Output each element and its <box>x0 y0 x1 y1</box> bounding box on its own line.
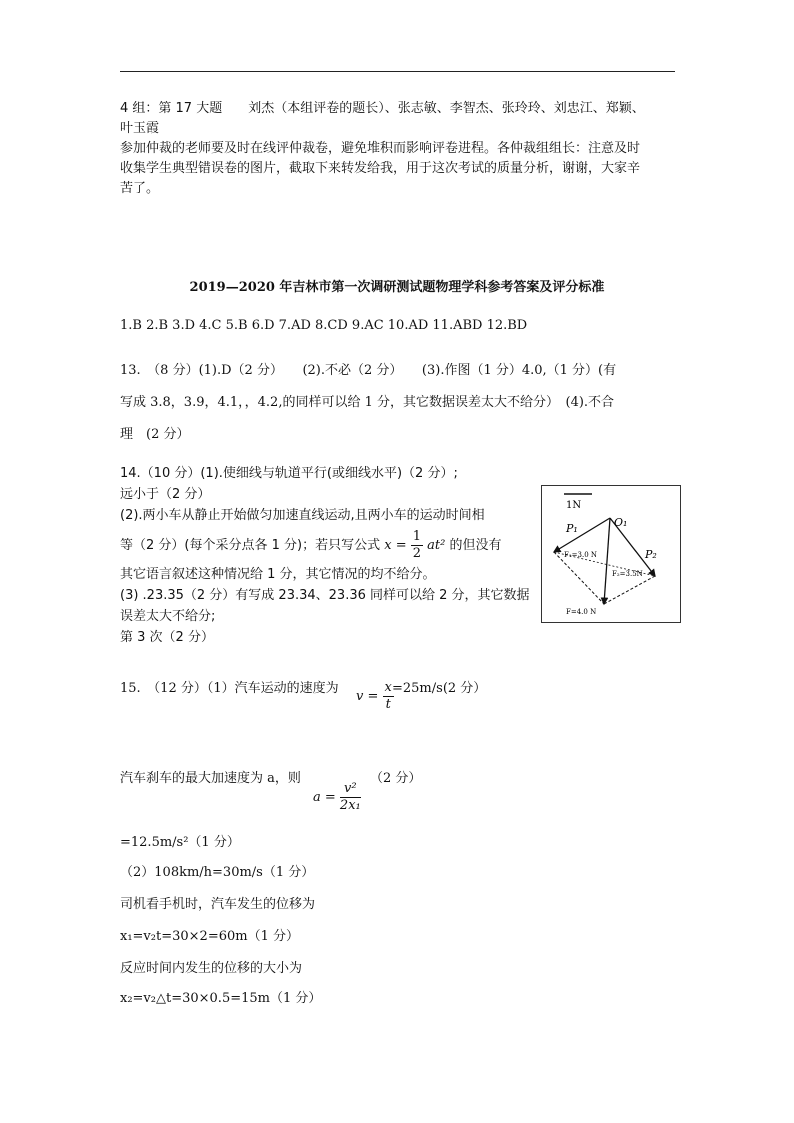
q13-line1: 13. （8 分）(1).D（2 分） (2).不必（2 分） (3).作图（1 分）4.0,（1 分）(有 <box>120 363 617 378</box>
force-F-arrow <box>604 518 610 604</box>
q15-velocity-formula <box>356 680 394 713</box>
label-P1: P₁ <box>566 522 578 535</box>
q15-line8: x₂=v₂△t=30×0.5=15m（1 分） <box>120 991 322 1006</box>
q14-line5: 其它语言叙述这种情况给 1 分，其它情况的均不给分。 <box>120 567 436 582</box>
q14-line4-start: 等（2 分）(每个采分点各 1 分)；若只写公式 <box>120 538 381 553</box>
force-diagram <box>541 485 681 623</box>
label-F: F=4.0 N <box>566 608 597 616</box>
velocity-lhs: v = <box>356 689 379 704</box>
q14-line2: 远小于（2 分） <box>120 487 211 502</box>
q13-line3: 理 (2 分） <box>120 427 190 442</box>
q14-line3: (2).两小车从静止开始做匀加速直线运动,且两小车的运动时间相 <box>120 508 485 523</box>
force-diagram-svg <box>542 486 680 622</box>
acceleration-lhs: a = <box>313 790 336 805</box>
q15-acceleration-formula <box>313 781 361 814</box>
q15-line1-end: =25m/s(2 分） <box>392 681 487 696</box>
q14-formula-fraction <box>411 529 423 562</box>
q14-line6: (3) .23.35（2 分）有写成 23.34、23.36 同样可以给 2 分，其它数据 <box>120 588 530 603</box>
q14-formula-lhs: x = <box>384 538 407 553</box>
q15-line5: 司机看手机时，汽车发生的位移为 <box>120 897 316 912</box>
q15-line3: =12.5m/s²（1 分） <box>120 835 240 850</box>
q15-line6: x₁=v₂t=30×2=60m（1 分） <box>120 929 299 944</box>
dashed-side-1 <box>554 552 604 604</box>
header-rule <box>120 71 675 72</box>
scale-label: 1N <box>566 500 582 511</box>
note-line2: 收集学生典型错误卷的图片，截取下来转发给我，用于这次考试的质量分析，谢谢，大家辛 <box>120 161 641 176</box>
q14-formula-rest: at² <box>427 538 446 553</box>
note-line1: 参加仲裁的老师要及时在线评仲裁卷，避免堆积而影响评卷进程。各仲裁组组长：注意及时 <box>120 141 641 156</box>
q15-line2-end: （2 分） <box>370 771 422 786</box>
page-title: 2019—2020 年吉林市第一次调研测试题物理学科参考答案及评分标准 <box>189 280 605 295</box>
label-F2: F₂=3.5N <box>612 570 643 578</box>
note-line3: 苦了。 <box>120 181 160 196</box>
q14-line4 <box>120 529 502 563</box>
label-F1: F₁=3.0 N <box>564 551 598 559</box>
q15-line1: 15. （12 分）（1）汽车运动的速度为 <box>120 681 339 696</box>
force-F1-arrow <box>554 518 610 552</box>
multiple-choice-answers: 1.B 2.B 3.D 4.C 5.B 6.D 7.AD 8.CD 9.AC 10.AD 11.ABD 12.BD <box>120 318 528 333</box>
acceleration-denominator: 2x₁ <box>339 798 361 813</box>
q14-line1: 14.（10 分）(1).使细线与轨道平行(或细线水平)（2 分）; <box>120 466 458 481</box>
label-O1: O₁ <box>614 516 628 529</box>
dashed-side-2 <box>604 576 655 604</box>
q15-line2: 汽车刹车的最大加速度为 a，则 <box>120 771 301 786</box>
fraction-numerator: 1 <box>412 529 422 544</box>
q14-line8: 第 3 次（2 分） <box>120 630 214 645</box>
acceleration-numerator: v² <box>340 781 361 798</box>
q13-line2: 写成 3.8，3.9，4.1，，4.2,的同样可以给 1 分，其它数据误差太大不给分） (4).不合 <box>120 395 615 410</box>
q14-line7: 误差太大不给分; <box>120 609 216 624</box>
velocity-denominator: t <box>385 697 391 712</box>
acceleration-fraction <box>340 781 361 814</box>
q15-line4: （2）108km/h=30m/s（1 分） <box>120 865 315 880</box>
q14-line4-end: 的但没有 <box>449 538 502 553</box>
q15-line7: 反应时间内发生的位移的大小为 <box>120 961 303 976</box>
velocity-numerator: x <box>384 680 392 695</box>
label-P2: P₂ <box>645 548 657 561</box>
group4-line2: 叶玉霞 <box>120 121 160 136</box>
group4-line1: 4 组：第 17 大题 刘杰（本组评卷的题长）、张志敏、李智杰、张玲玲、刘忠江、郑颖、 <box>120 101 645 116</box>
fraction-denominator: 2 <box>412 546 422 561</box>
